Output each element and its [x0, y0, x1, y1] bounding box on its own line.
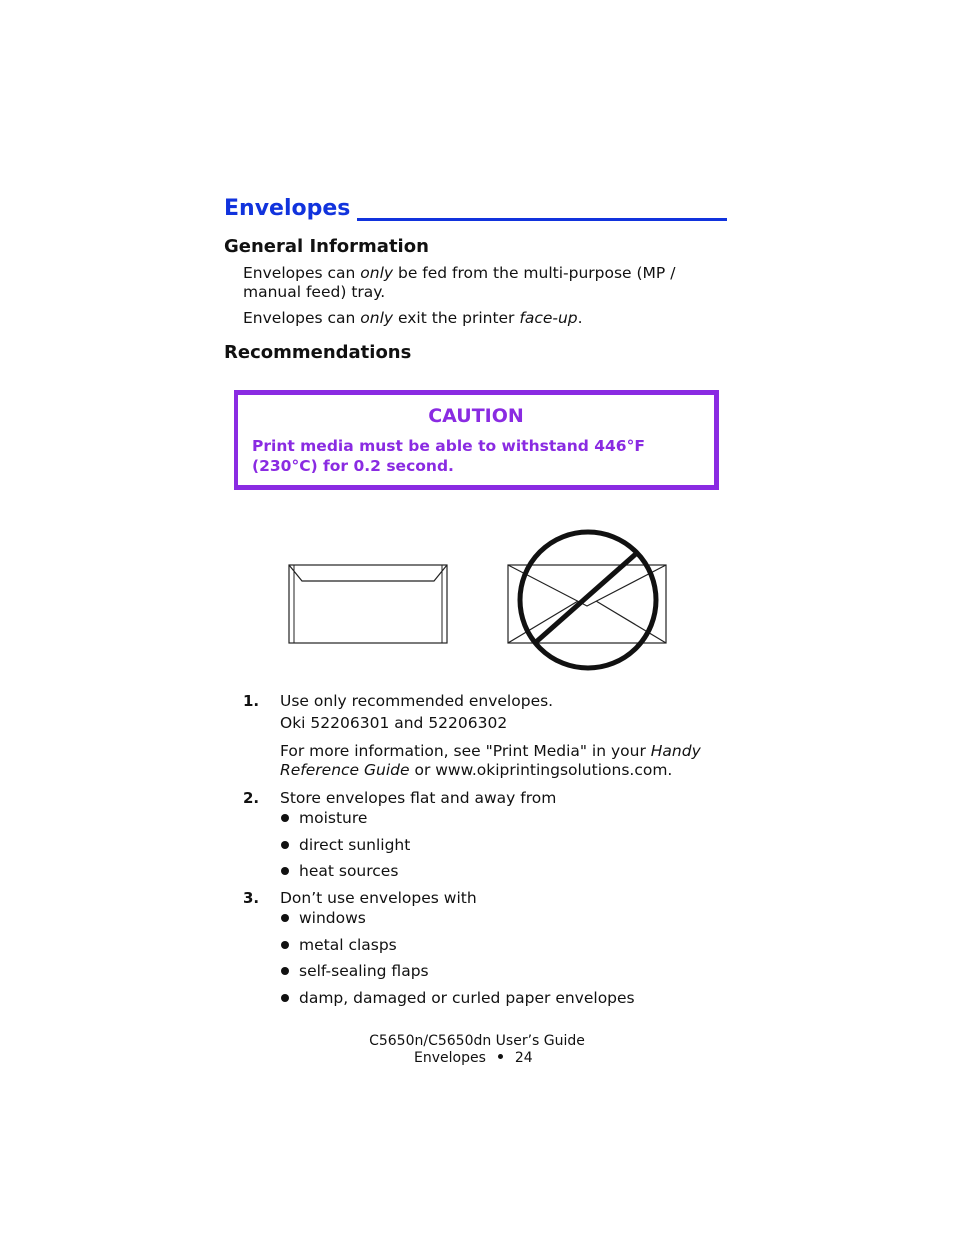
footer-guide-title-text: C5650n/C5650dn User’s Guide	[369, 1033, 585, 1049]
recommendations-heading: Recommendations	[224, 342, 412, 363]
list-item: moisture	[299, 809, 368, 827]
list-item: self-sealing flaps	[299, 962, 429, 980]
step-1-text: Use only recommended envelopes.	[280, 692, 554, 710]
page-title-text: Envelopes	[224, 196, 351, 221]
list-item: metal clasps	[299, 936, 397, 954]
emphasis-only: only	[360, 264, 394, 282]
acceptable-envelope-icon	[289, 565, 447, 643]
general-paragraph-2	[243, 309, 723, 328]
list-item: heat sources	[299, 862, 399, 880]
emphasis-reference-guide: Reference Guide	[280, 761, 410, 779]
bullet-icon	[281, 841, 289, 849]
bullet-icon	[281, 867, 289, 875]
prohibited-envelope-icon	[508, 532, 666, 668]
caution-text	[252, 436, 692, 476]
page-number: 24	[514, 1050, 533, 1066]
caution-title: CAUTION	[428, 405, 524, 427]
step-2-text: Store envelopes flat and away from	[280, 789, 557, 807]
emphasis-handy: Handy	[650, 742, 701, 760]
text-run: Envelopes can	[243, 264, 361, 282]
bullet-icon	[281, 967, 289, 975]
text-run: manual feed) tray.	[243, 283, 386, 301]
list-item: direct sunlight	[299, 836, 411, 854]
text-run: exit the printer	[393, 309, 520, 327]
title-underline	[357, 218, 727, 221]
text-run: For more information, see "Print Media" in your	[280, 742, 651, 760]
footer-guide-title	[0, 1033, 954, 1049]
list-item: damp, damaged or curled paper envelopes	[299, 989, 635, 1007]
text-run: or www.okiprintingsolutions.com.	[409, 761, 673, 779]
text-run: Envelopes can	[243, 309, 361, 327]
step-1-part-numbers: Oki 52206301 and 52206302	[280, 714, 508, 732]
bullet-icon	[281, 814, 289, 822]
text-run: .	[577, 309, 583, 327]
step-3-text: Don’t use envelopes with	[280, 889, 477, 907]
bullet-icon	[281, 994, 289, 1002]
general-information-heading: General Information	[224, 236, 429, 257]
emphasis-only: only	[360, 309, 394, 327]
caution-line-1: Print media must be able to withstand 446°F	[252, 437, 645, 455]
footer-page-info	[414, 1050, 533, 1066]
emphasis-face-up: face-up	[519, 309, 578, 327]
caution-line-2: (230°C) for 0.2 second.	[252, 457, 454, 475]
text-run: be fed from the multi-purpose (MP /	[393, 264, 676, 282]
envelope-illustration	[272, 518, 682, 678]
step-3-number: 3.	[243, 889, 260, 907]
separator-dot-icon	[498, 1054, 503, 1059]
footer-section: Envelopes	[414, 1050, 486, 1066]
step-1-number: 1.	[243, 692, 260, 710]
list-item: windows	[299, 909, 366, 927]
general-paragraph-1	[243, 264, 723, 302]
bullet-icon	[281, 941, 289, 949]
bullet-icon	[281, 914, 289, 922]
caution-box	[234, 390, 719, 490]
step-2-number: 2.	[243, 789, 260, 807]
step-1-more-info	[280, 742, 720, 780]
